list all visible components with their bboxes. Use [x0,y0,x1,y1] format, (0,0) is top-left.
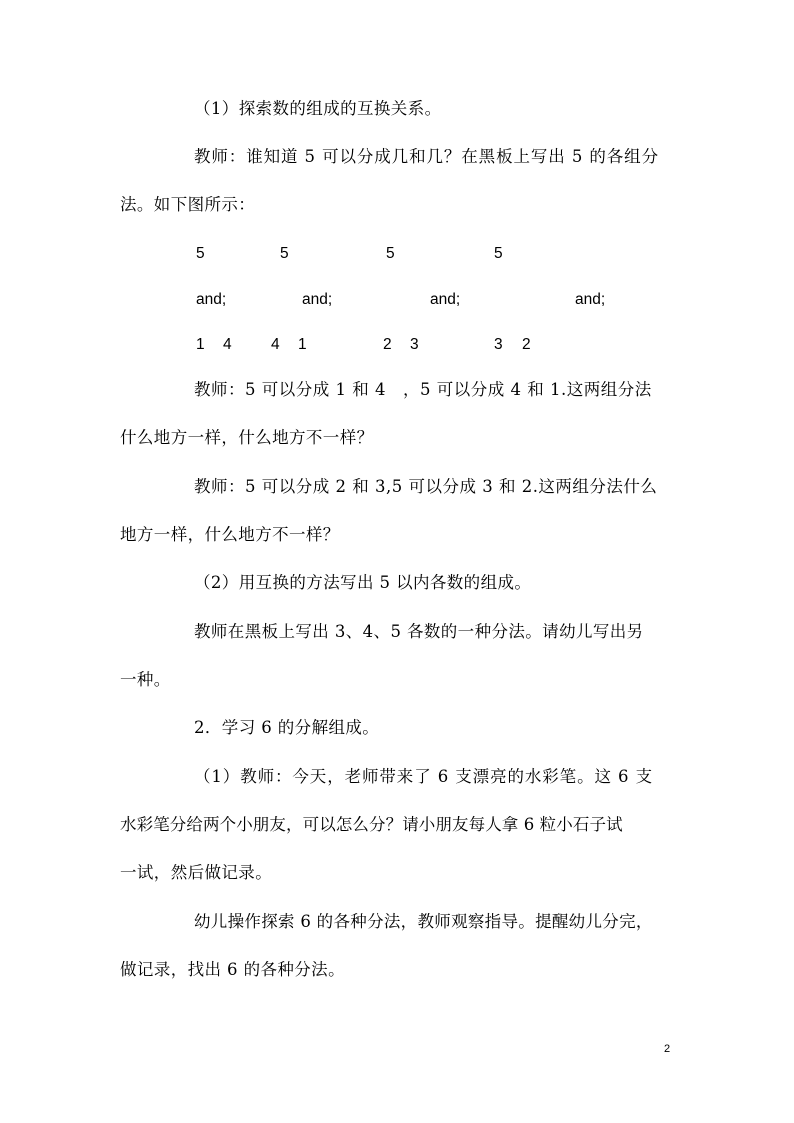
diagram-connector: and; [302,291,333,308]
paragraph-compare-2-3-line-2: 地方一样，什么地方不一样？ [120,525,340,544]
paragraph-exchange-method: （2）用互换的方法写出 5 以内各数的组成。 [194,573,532,592]
diagram-part: 2 [383,336,392,353]
paragraph-blackboard-line-1: 教师在黑板上写出 3、4、5 各数的一种分法。请幼儿写出另 [194,622,644,641]
diagram-total: 5 [494,245,503,262]
diagram-part: 2 [522,336,531,353]
diagram-part: 1 [298,336,307,353]
diagram-part: 3 [410,336,419,353]
paragraph-blackboard-line-2: 一种。 [120,670,171,689]
paragraph-compare-1-4-line-2: 什么地方一样，什么地方不一样？ [120,428,374,447]
paragraph-compare-2-3-line-1: 教师：5 可以分成 2 和 3,5 可以分成 3 和 2.这两组分法什么 [194,477,658,496]
diagram-part: 4 [271,336,280,353]
diagram-part: 4 [223,336,232,353]
diagram-connector: and; [430,291,461,308]
paragraph-compare-1-4-line-1: 教师：5 可以分成 1 和 4 ，5 可以分成 4 和 1.这两组分法 [194,380,652,399]
diagram-total: 5 [280,245,289,262]
paragraph-children-explore-line-2: 做记录，找出 6 的各种分法。 [120,960,345,979]
diagram-connector: and; [196,291,227,308]
paragraph-children-explore-line-1: 幼儿操作探索 6 的各种分法，教师观察指导。提醒幼儿分完， [194,912,653,931]
paragraph-watercolor-line-2: 水彩笔分给两个小朋友，可以怎么分？请小朋友每人拿 6 粒小石子试 [120,815,623,834]
section-heading-learn-6: 2．学习 6 的分解组成。 [194,718,380,737]
paragraph-explore-exchange: （1）探索数的组成的互换关系。 [194,99,442,118]
paragraph-teacher-question-line-2: 法。如下图所示： [120,195,256,214]
diagram-connector: and; [575,291,606,308]
diagram-total: 5 [386,245,395,262]
diagram-part: 1 [196,336,205,353]
paragraph-teacher-question-line-1: 教师：谁知道 5 可以分成几和几？在黑板上写出 5 的各组分 [194,147,659,166]
paragraph-watercolor-line-3: 一试，然后做记录。 [120,863,273,882]
diagram-part: 3 [494,336,503,353]
diagram-total: 5 [196,245,205,262]
paragraph-watercolor-line-1: （1）教师：今天，老师带来了 6 支漂亮的水彩笔。这 6 支 [194,767,653,786]
page-number: 2 [664,1043,671,1055]
